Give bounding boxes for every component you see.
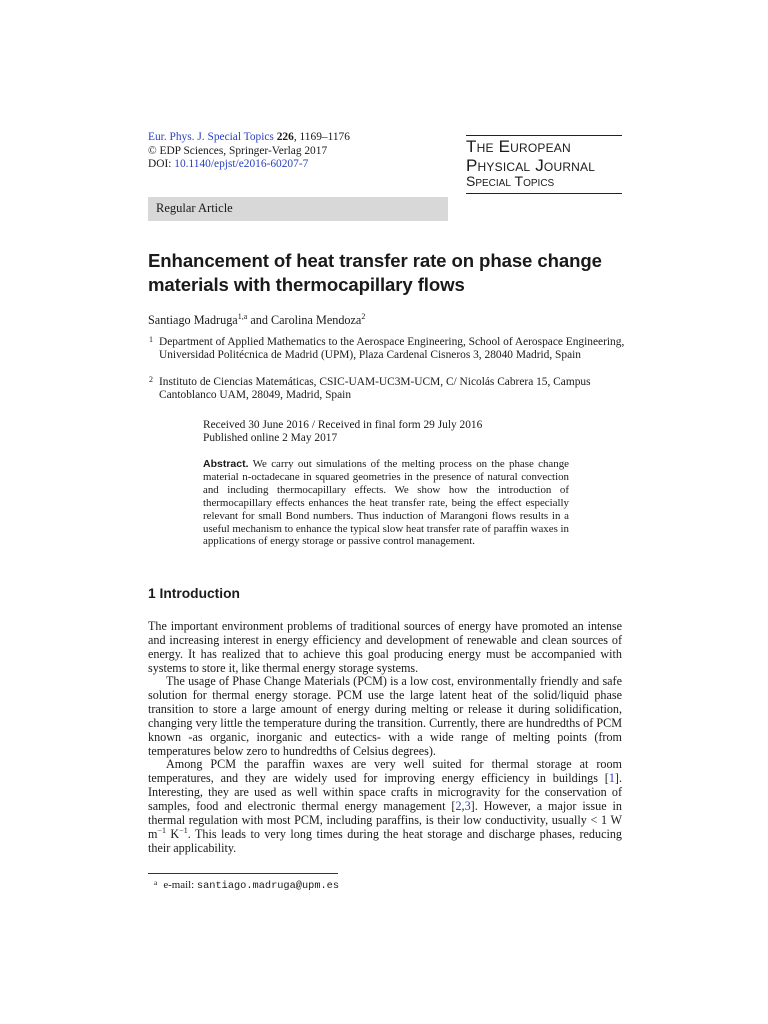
article-type-label: Regular Article bbox=[156, 201, 233, 215]
volume: 226 bbox=[276, 131, 294, 143]
section-heading: 1 Introduction bbox=[148, 586, 240, 601]
journal-citation: Eur. Phys. J. Special Topics 226, 1169–1176 © EDP Sciences, Springer-Verlag 2017 DOI: 10.1140/epjst/e2016-60207-7 bbox=[148, 131, 448, 172]
footnote-label: e-mail: bbox=[163, 879, 195, 891]
abstract bbox=[203, 458, 569, 548]
body-text bbox=[148, 620, 622, 855]
affiliation-2 bbox=[149, 375, 629, 403]
affiliation-number: 1 bbox=[149, 335, 153, 344]
abstract-label: Abstract. bbox=[203, 458, 249, 470]
citation-link[interactable]: 1 bbox=[608, 771, 615, 786]
affiliation-number: 2 bbox=[149, 375, 153, 384]
citation-link[interactable]: 3 bbox=[464, 798, 471, 813]
brand-rule-top bbox=[466, 135, 622, 136]
doi-label: DOI: bbox=[148, 158, 172, 171]
paragraph: Among PCM the paraffin waxes are very well suited for thermal storage at room temperatures, and they are widely used for improving energy efficiency in buildings [1]. Interesting, they are used as well within space crafts in microgravity for the conservation of samples, food and electronic thermal energy management [2,3]. However, a major issue in thermal regulation with most PCM, including paraffins, is their low conductivity, usually < 1 W $m^{-1}$ $K^{-1}$. This leads to very long times during the heat storage and discharge phases, reducing their applicability. bbox=[148, 757, 622, 855]
journal-logo-title: The European Physical Journal bbox=[466, 137, 596, 175]
doi-link[interactable]: 10.1140/epjst/e2016-60207-7 bbox=[174, 158, 309, 171]
author-name: Carolina Mendoza bbox=[270, 313, 362, 327]
abstract-text: We carry out simulations of the melting process on the phase change material n-octadecane in squared geometries in the presence of natural convection and including thermocapillary effects. We show how the introduction of thermocapillary effects enhances the heat transfer rate, being the effect especially relevant for small Bond numbers. Thus induction of Marangoni flows results in a useful mechanism to enhance the typical slow heat transfer rate of paraffin waxes in applications of energy storage or passive control management. bbox=[203, 458, 570, 548]
received-date: Received 30 June 2016 / Received in final form 29 July 2016 bbox=[203, 419, 483, 431]
affiliation-1 bbox=[149, 335, 629, 363]
footnote-rule bbox=[148, 873, 338, 874]
paragraph: The important environment problems of traditional sources of energy have promoted an intense and increasing interest in energy efficiency and development of renewable and clean sources of energy. It has realized that to achieve this goal producing energy must be accompanied with systems to store it, like thermal energy storage systems. bbox=[148, 619, 622, 675]
brand-rule-bottom bbox=[466, 193, 622, 194]
footnote bbox=[154, 879, 339, 893]
published-date: Published online 2 May 2017 bbox=[203, 432, 338, 445]
journal-logo-subtitle: Special Topics bbox=[466, 173, 555, 189]
copyright: © EDP Sciences, Springer-Verlag 2017 bbox=[148, 144, 328, 157]
author-superscript: 2 bbox=[361, 311, 366, 321]
author-name: Santiago Madruga bbox=[148, 313, 238, 327]
citation-link[interactable]: 2 bbox=[455, 798, 462, 813]
author-list bbox=[148, 313, 365, 328]
journal-name-link[interactable]: Eur. Phys. J. Special Topics bbox=[148, 131, 274, 143]
article-dates bbox=[203, 419, 603, 446]
author-connector: and bbox=[250, 313, 268, 327]
affiliation-text: Instituto de Ciencias Matemáticas, CSIC-UAM-UC3M-UCM, C/ Nicolás Cabrera 15, Campus Cantoblanco UAM, 28049, Madrid, Spain bbox=[159, 376, 591, 402]
pages: 1169–1176 bbox=[299, 131, 350, 143]
footnote-marker: a bbox=[154, 878, 158, 887]
affiliation-text: Department of Applied Mathematics to the Aerospace Engineering, School of Aerospace Engineering, Universidad Politécnica de Madrid (UPM), Plaza Cardenal Cisneros 3, 28040 Madrid, Spain bbox=[159, 336, 625, 362]
paragraph: The usage of Phase Change Materials (PCM) is a low cost, environmentally friendly and safe solution for thermal energy storage. PCM use the large latent heat of the solid/liquid phase transition to store a large amount of energy during melting or release it during solidification, changing very little the temperature during the transition. Currently, there are hundredths of PCM known -as organic, inorganic and eutectics- with a wide range of melting points (from temperatures below zero to hundredths of Celsius degrees). bbox=[148, 674, 622, 758]
paper-title: Enhancement of heat transfer rate on phase change materials with thermocapillary flows bbox=[148, 250, 602, 295]
author-superscript: 1,a bbox=[237, 311, 248, 321]
email-link[interactable]: santiago.madruga@upm.es bbox=[196, 880, 340, 892]
